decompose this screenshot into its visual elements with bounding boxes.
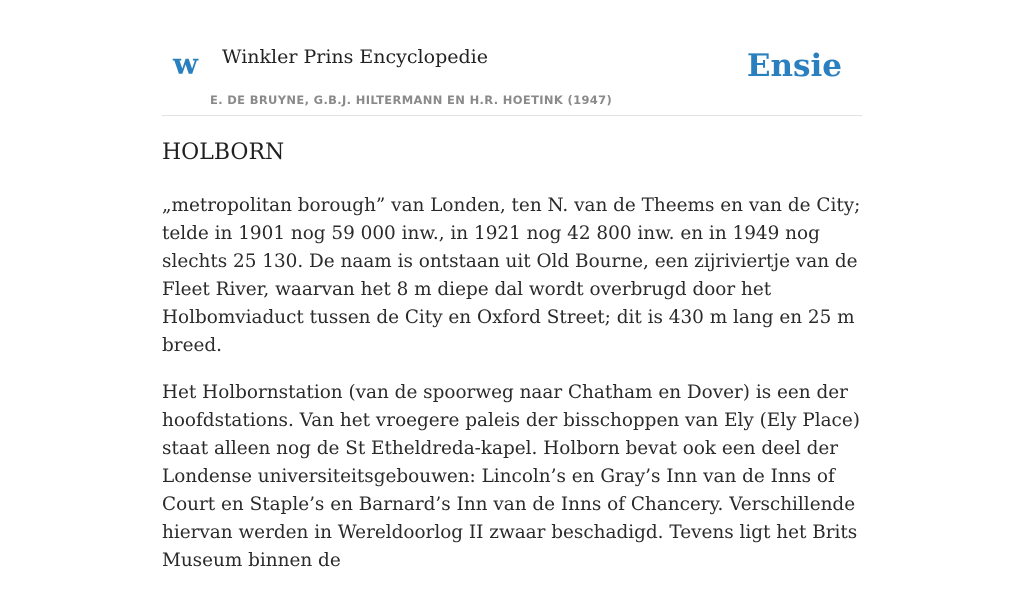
entry-title: HOLBORN <box>162 140 285 165</box>
entry-paragraph: „metropolitan borough” van Londen, ten N. van de Theems en van de City; telde in 1901 nog 59 000 inw., in 1921 nog 42 800 inw. en in 1949 nog slechts 25 130. De naam is ontstaan uit Old Bourne, een zijriviertje van de Fleet River, waarvan het 8 m diepe dal wordt overbrugd door het Holbomviaduct tussen de City en Oxford Street; dit is 430 m lang en 25 m breed. <box>162 195 861 356</box>
source-header <box>162 0 862 116</box>
source-authors: E. DE BRUYNE, G.B.J. HILTERMANN EN H.R. HOETINK (1947) <box>210 93 613 107</box>
entry-content <box>162 192 867 594</box>
entry-paragraph: Het Holbornstation (van de spoorweg naar Chatham en Dover) is een der hoofdstations. Van het vroegere paleis der bisschoppen van Ely (Ely Place) staat alleen nog de St Etheldreda-kapel. Holborn bevat ook een deel der Londense universiteitsgebouwen: Lincoln’s en Gray’s Inn van de Inns of Court en Staple’s en Barnard’s Inn van de Inns of Chancery. Verschillende hiervan werden in Wereldoorlog II zwaar beschadigd. Tevens ligt het Brits Museum binnen de <box>162 382 860 571</box>
winkler-prins-logo[interactable]: w <box>173 47 198 81</box>
ensie-brand-link[interactable]: Ensie <box>746 48 842 84</box>
source-title[interactable]: Winkler Prins Encyclopedie <box>222 46 488 68</box>
